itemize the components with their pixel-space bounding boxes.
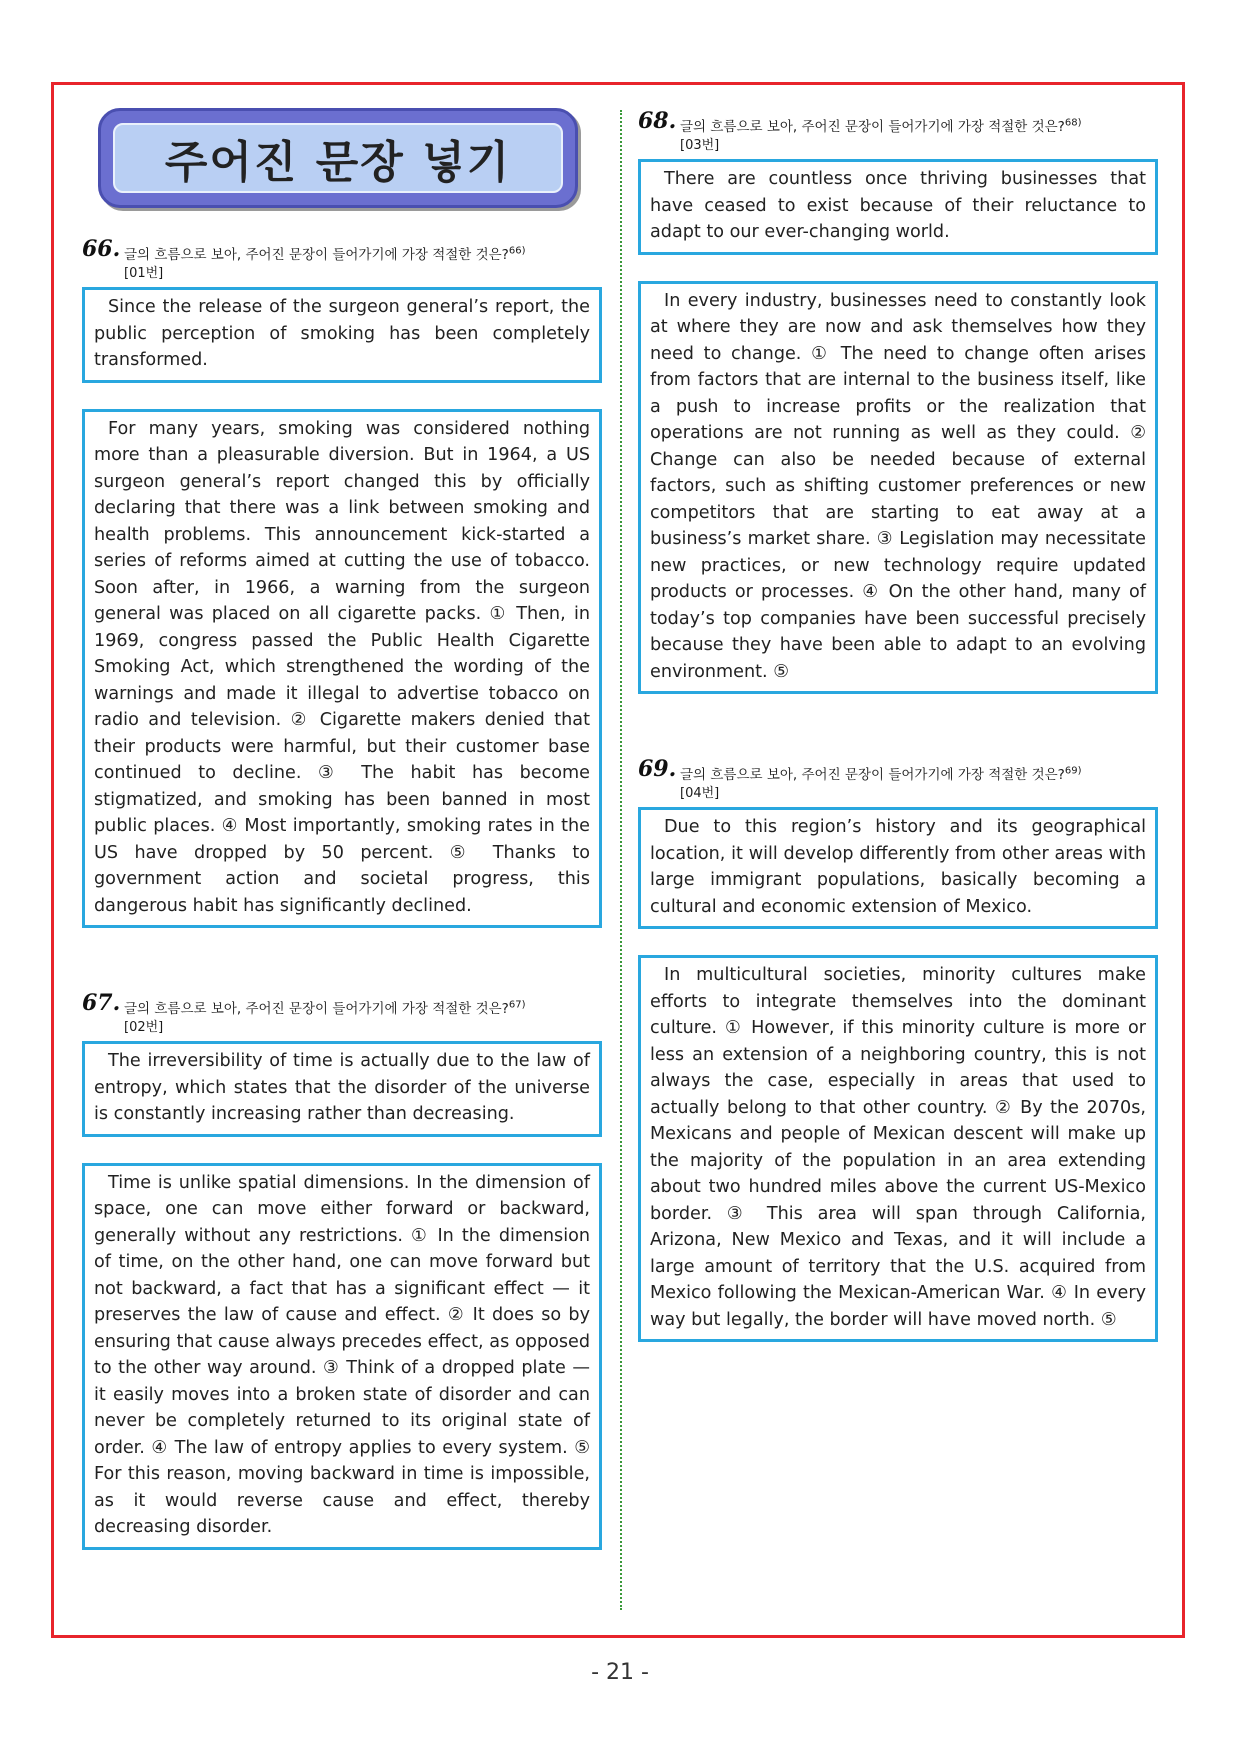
question-header bbox=[82, 990, 602, 1037]
question-number: 67. bbox=[82, 990, 121, 1016]
question-68 bbox=[638, 108, 1158, 694]
question-69 bbox=[638, 756, 1158, 1342]
question-number: 68. bbox=[638, 108, 677, 134]
column-divider bbox=[620, 110, 622, 1610]
question-prompt: 글의 흐름으로 보아, 주어진 문장이 들어가기에 가장 적절한 것은? bbox=[124, 1001, 509, 1017]
given-sentence-box: The irreversibility of time is actually due to the law of entropy, which states that the disorder of the universe is constantly increasing rather than decreasing. bbox=[82, 1041, 602, 1137]
question-66 bbox=[82, 236, 602, 928]
question-number: 66. bbox=[82, 236, 121, 262]
question-number: 69. bbox=[638, 756, 677, 782]
passage-box: For many years, smoking was considered nothing more than a pleasurable diversion. But in 1964, a US surgeon general’s report changed this by officially declaring that there was a link between smoking and health problems. This announcement kick-started a series of reforms aimed at cutting the use of tobacco. Soon after, in 1966, a warning from the surgeon general was placed on all cigarette packs. ① Then, in 1969, congress passed the Public Health Cigarette Smoking Act, which strengthened the wording of the warnings and made it illegal to advertise tobacco on radio and television. ② Cigarette makers denied that their products were harmful, but their customer base continued to decline. ③ The habit has become stigmatized, and smoking has been banned in most public places. ④ Most importantly, smoking rates in the US have dropped by 50 percent. ⑤ Thanks to government action and societal progress, this dangerous habit has significantly declined. bbox=[82, 409, 602, 929]
question-tag: [04번] bbox=[680, 786, 720, 801]
question-tag: [02번] bbox=[124, 1020, 164, 1035]
section-title-inner bbox=[113, 123, 563, 193]
question-footnote: 68) bbox=[1064, 117, 1082, 129]
given-sentence-box: Due to this region’s history and its geographical location, it will develop differently from other areas with large immigrant populations, basically becoming a cultural and economic extension of Mexico. bbox=[638, 807, 1158, 929]
question-footnote: 69) bbox=[1064, 765, 1082, 777]
given-sentence-box: There are countless once thriving businesses that have ceased to exist because of their reluctance to adapt to our ever-changing world. bbox=[638, 159, 1158, 255]
section-title: 주어진 문장 넣기 bbox=[164, 137, 512, 188]
question-header bbox=[638, 756, 1158, 803]
given-sentence-box: Since the release of the surgeon general’s report, the public perception of smoking has been completely transformed. bbox=[82, 287, 602, 383]
question-tag: [03번] bbox=[680, 138, 720, 153]
question-prompt: 글의 흐름으로 보아, 주어진 문장이 들어가기에 가장 적절한 것은? bbox=[680, 119, 1065, 135]
question-header bbox=[82, 236, 602, 283]
question-67 bbox=[82, 990, 602, 1550]
section-title-banner bbox=[98, 108, 578, 208]
question-prompt: 글의 흐름으로 보아, 주어진 문장이 들어가기에 가장 적절한 것은? bbox=[680, 767, 1065, 783]
question-tag: [01번] bbox=[124, 266, 164, 281]
question-footnote: 67) bbox=[508, 999, 526, 1011]
passage-box: Time is unlike spatial dimensions. In the dimension of space, one can move either forward or backward, generally without any restrictions. ① In the dimension of time, on the other hand, one can move forward but not backward, a fact that has a significant effect — it preserves the law of cause and effect. ② It does so by ensuring that cause always precedes effect, as opposed to the other way around. ③ Think of a dropped plate — it easily moves into a broken state of disorder and can never be completely returned to its original state of order. ④ The law of entropy applies to every system. ⑤ For this reason, moving backward in time is impossible, as it would reverse cause and effect, thereby decreasing disorder. bbox=[82, 1163, 602, 1550]
question-prompt: 글의 흐름으로 보아, 주어진 문장이 들어가기에 가장 적절한 것은? bbox=[124, 247, 509, 263]
question-header bbox=[638, 108, 1158, 155]
passage-box: In multicultural societies, minority cultures make efforts to integrate themselves into the dominant culture. ① However, if this minority culture is more or less an extension of a neighboring country, this is not always the case, especially in areas that used to actually belong to that other country. ② By the 2070s, Mexicans and people of Mexican descent will make up the majority of the population in an area extending about two hundred miles above the current US-Mexico border. ③ This area will span through California, Arizona, New Mexico and Texas, and it will include a large amount of territory that the U.S. acquired from Mexico following the Mexican-American War. ④ In every way but legally, the border will have moved north. ⑤ bbox=[638, 955, 1158, 1342]
question-footnote: 66) bbox=[508, 245, 526, 257]
page-number: - 21 - bbox=[591, 1660, 649, 1685]
passage-box: In every industry, businesses need to constantly look at where they are now and ask themselves how they need to change. ① The need to change often arises from factors that are internal to the business itself, like a push to increase profits or the realization that operations are not running as well as they could. ② Change can also be needed because of external factors, such as shifting customer preferences or new competitors that are starting to eat away at a business’s market share. ③ Legislation may necessitate new practices, or new technology require updated products or processes. ④ On the other hand, many of today’s top companies have been successful precisely because they have been able to adapt to an evolving environment. ⑤ bbox=[638, 281, 1158, 695]
